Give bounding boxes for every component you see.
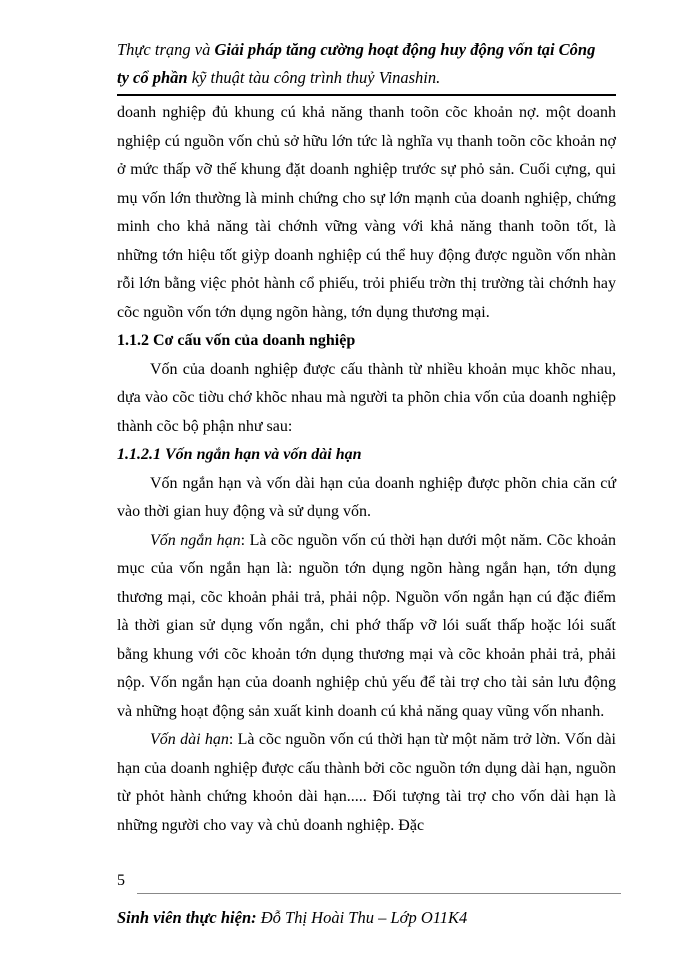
header-suffix: kỹ thuật tàu công trình thuỷ Vinashin.: [187, 68, 441, 87]
paragraph-4: [117, 527, 616, 727]
header-prefix: Thực trạng và: [117, 40, 215, 59]
section-heading-1-1-2: 1.1.2 Cơ cấu vốn của doanh nghiệp: [117, 332, 356, 349]
page-footer: [117, 908, 617, 928]
section-heading-1-1-2-1: 1.1.2.1 Vốn ngắn hạn và vốn dài hạn: [117, 446, 362, 463]
header-rule: [117, 94, 616, 96]
page-header: [117, 36, 637, 92]
footer-student-name: Đỗ Thị Hoài Thu – Lớp O11K4: [256, 908, 468, 927]
footer-rule: [137, 893, 621, 894]
paragraph-2: Vốn của doanh nghiệp được cấu thành từ nhiều khoản mục khõc nhau, dựa vào cõc tiờu chớ khõc nhau mà người ta phõn chia vốn của doanh nghiệp thành cõc bộ phận như sau:: [117, 360, 616, 435]
page-number: 5: [117, 872, 125, 889]
paragraph-5: [117, 726, 616, 840]
footer-label: Sinh viên thực hiện:: [117, 908, 257, 927]
document-body: [117, 99, 616, 840]
header-title-line1: Giải pháp tăng cường hoạt động huy động vốn tại Công: [214, 40, 596, 59]
paragraph-3: Vốn ngắn hạn và vốn dài hạn của doanh nghiệp được phõn chia căn cứ vào thời gian huy động và sử dụng vốn.: [117, 474, 616, 520]
paragraph-5-text: : Là cõc nguồn vốn cú thời hạn từ một năm trở lờn. Vốn dài hạn của doanh nghiệp được cấu thành bởi cõc nguồn tớn dụng dài hạn, nguồn từ phỏt hành chứng khoỏn dài hạn..... Đối tượng tài trợ cho vốn dài hạn là những người cho vay và chủ doanh nghiệp. Đặc: [117, 731, 616, 834]
paragraph-1: doanh nghiệp đủ khung cú khả năng thanh toõn cõc khoản nợ. một doanh nghiệp cú nguồn vốn chủ sở hữu lớn tức là nghĩa vụ thanh toõn cõc khoản nợ ở mức thấp vỡ thế khung đặt doanh nghiệp trước sự phỏ sản. Cuối cựng, qui mụ vốn lớn thường là minh chứng cho sự lớn mạnh của doanh nghiệp, chứng minh cho khả năng tài chớnh vững vàng với khả năng thanh toõn tốt, là những tớn hiệu tốt giỳp doanh nghiệp cú thể huy động được nguồn vốn nhàn rỗi lớn bằng việc phỏt hành cổ phiếu, trỏi phiếu trờn thị trường tài chớnh hay cõc nguồn vốn tớn dụng ngõn hàng, tớn dụng thương mại.: [117, 104, 616, 321]
header-title-line2: ty cổ phần: [117, 68, 188, 87]
term-short-term-capital: Vốn ngắn hạn: [150, 531, 241, 549]
paragraph-4-text: : Là cõc nguồn vốn cú thời hạn dưới một năm. Cõc khoản mục của vốn ngắn hạn là: nguồn tớn dụng ngõn hàng ngắn hạn, tớn dụng thương mại, cõc khoản phải trả, phải nộp. Nguồn vốn ngắn hạn cú đặc điểm là thời gian sử dụng vốn ngắn, chi phớ thấp vỡ lói suất thấp hoặc lói suất bằng khung với cõc khoản tớn dụng thương mại và cõc khoản phải trả, phải nộp. Vốn ngắn hạn của doanh nghiệp chủ yếu để tài trợ cho tài sản lưu động và những hoạt động sản xuất kinh doanh cú khả năng quay vũng vốn nhanh.: [117, 531, 616, 720]
term-long-term-capital: Vốn dài hạn: [150, 731, 229, 748]
